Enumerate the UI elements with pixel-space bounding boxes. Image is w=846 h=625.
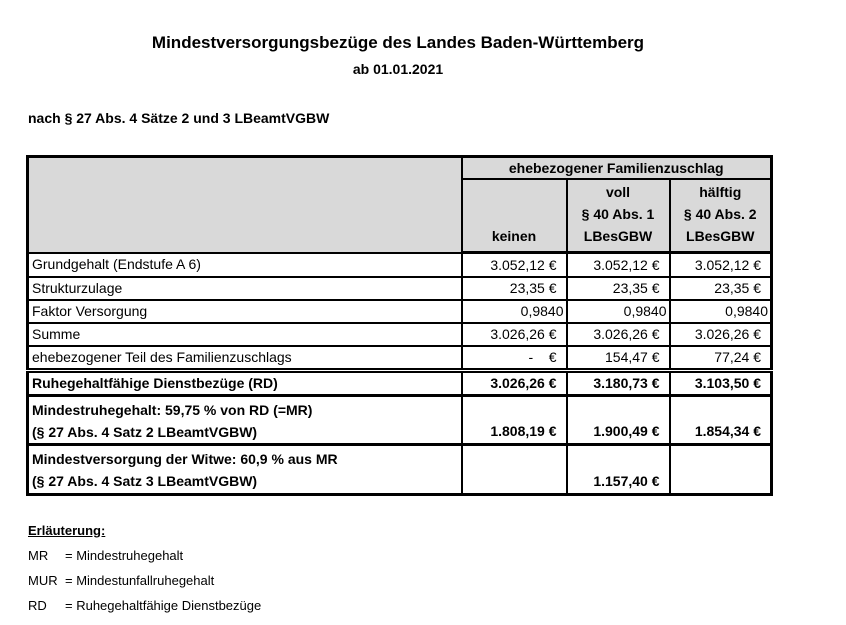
cell-value: 3.180,73 € [567,370,670,395]
page-subtitle: ab 01.01.2021 [352,61,444,77]
legend-definition: = Mindestruhegehalt [65,547,184,563]
cell-value: 77,24 € [670,346,772,371]
cell-value [462,444,567,494]
table-header [28,157,772,253]
legend-heading: Erläuterung: [28,522,106,538]
row-label [28,395,462,444]
column-header-line: keinen [491,228,537,244]
cell-value: - € [462,346,567,371]
cell-value: 1.157,40 € [567,444,670,494]
table-row-mindestversorgung-witwe [28,444,772,494]
cell-value: 0,9840 [462,300,567,323]
cell-value: 3.052,12 € [462,253,567,277]
row-label-line: (§ 27 Abs. 4 Satz 2 LBeamtVGBW) [32,423,258,440]
column-header-line: hälftig [699,184,742,200]
cell-value: 0,9840 [567,300,670,323]
column-header-haelftig [670,179,772,253]
page-title: Mindestversorgungsbezüge des Landes Baden-Württemberg [151,33,645,52]
cell-value: 3.026,26 € [462,323,567,346]
table-row-strukturzulage [28,277,772,300]
legend-abbr: RD [28,597,47,613]
cell-value: 23,35 € [462,277,567,300]
table-row-mindestruhegehalt [28,395,772,444]
column-header-line: § 40 Abs. 1 [581,206,655,222]
cell-value: 3.026,26 € [670,323,772,346]
column-header-voll [567,179,670,253]
table-row-ruhegehaltfaehige-dienstbezuege [28,370,772,395]
cell-value: 23,35 € [670,277,772,300]
cell-value: 3.103,50 € [670,370,772,395]
row-label: Faktor Versorgung [28,300,462,323]
legend-abbr: MR [28,547,49,563]
group-header-cell: ehebezogener Familienzuschlag [462,157,772,180]
column-header-line: LBesGBW [583,228,653,244]
legal-reference: nach § 27 Abs. 4 Sätze 2 und 3 LBeamtVGBW [28,110,330,126]
row-label: Strukturzulage [28,277,462,300]
cell-value: 1.854,34 € [670,395,772,444]
cell-value: 3.052,12 € [670,253,772,277]
cell-value [670,444,772,494]
column-header-line: LBesGBW [686,228,755,244]
row-label: Summe [28,323,462,346]
table-body [28,253,772,495]
corner-cell [28,157,462,253]
row-label-line: (§ 27 Abs. 4 Satz 3 LBeamtVGBW) [32,472,258,489]
pension-table [26,155,773,496]
column-header-keinen [462,179,567,253]
table-row-faktor-versorgung [28,300,772,323]
legend-abbr: MUR [28,572,58,588]
cell-value: 0,9840 [670,300,772,323]
row-label-line: Mindestruhegehalt: 59,75 % von RD (=MR) [32,401,313,418]
row-label-line: Mindestversorgung der Witwe: 60,9 % aus MR [32,450,338,467]
cell-value: 23,35 € [567,277,670,300]
cell-value: 1.900,49 € [567,395,670,444]
legend-definition: = Ruhegehaltfähige Dienstbezüge [65,597,262,613]
cell-value: 154,47 € [567,346,670,371]
table-row-ehebezogener-teil [28,346,772,371]
row-label: ehebezogener Teil des Familienzuschlags [28,346,462,371]
legend-item-mur [28,573,770,589]
legend [28,523,770,614]
column-header-line: voll [605,184,631,200]
legend-definition: = Mindestunfallruhegehalt [65,572,215,588]
cell-value: 3.026,26 € [462,370,567,395]
cell-value: 1.808,19 € [462,395,567,444]
row-label: Ruhegehaltfähige Dienstbezüge (RD) [28,370,462,395]
table-row-grundgehalt [28,253,772,277]
group-header-row [28,157,772,180]
cell-value: 3.052,12 € [567,253,670,277]
row-label [28,444,462,494]
table-row-summe [28,323,772,346]
column-header-line: § 40 Abs. 2 [683,206,757,222]
legend-item-rd [28,598,770,614]
legend-item-mr [28,548,770,564]
cell-value: 3.026,26 € [567,323,670,346]
row-label: Grundgehalt (Endstufe A 6) [28,253,462,277]
